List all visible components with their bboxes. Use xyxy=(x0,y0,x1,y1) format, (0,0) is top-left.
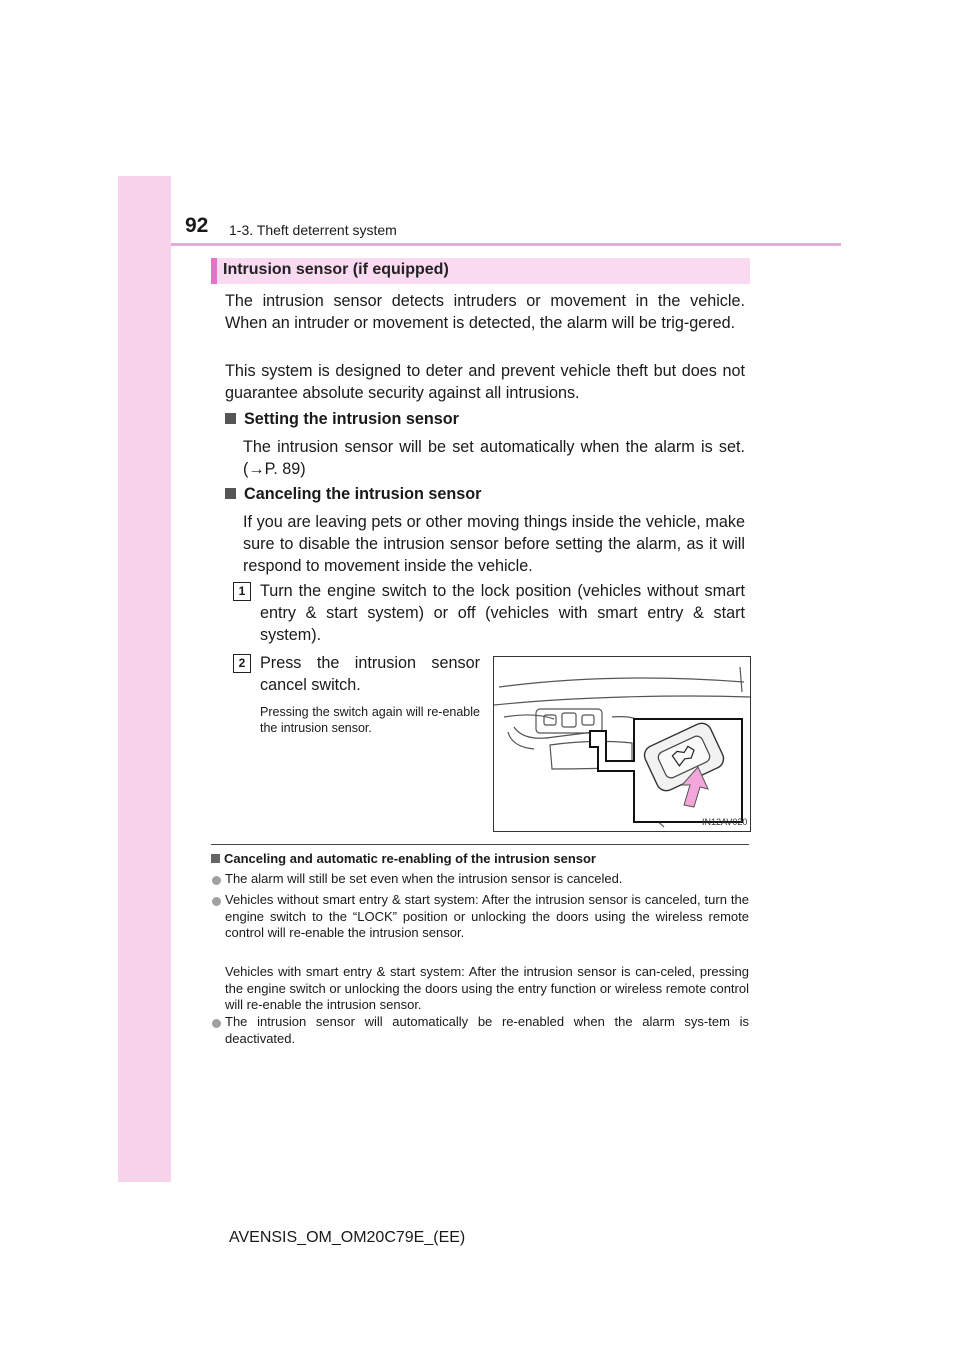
note-item-1: The alarm will still be set even when the intrusion sensor is canceled. xyxy=(225,871,623,886)
notes-heading xyxy=(211,851,596,866)
bullet-dot-icon xyxy=(212,876,221,885)
figure-code: IN12AV020 xyxy=(702,817,748,827)
page-number: 92 xyxy=(185,214,209,237)
setting-title: Setting the intrusion sensor xyxy=(244,410,459,428)
bullet-dot-icon xyxy=(212,897,221,906)
side-tab-bar xyxy=(118,176,171,1182)
heading-accent xyxy=(211,258,217,284)
step-1-number: 1 xyxy=(233,582,251,601)
canceling-heading xyxy=(225,485,481,504)
heading-text: Intrusion sensor (if equipped) xyxy=(223,261,449,278)
step-2-note: Pressing the switch again will re-enable the intrusion sensor. xyxy=(260,705,480,735)
step-2-number: 2 xyxy=(233,654,251,673)
canceling-title: Canceling the intrusion sensor xyxy=(244,485,482,503)
setting-heading xyxy=(225,410,459,429)
notes-divider xyxy=(211,844,749,845)
step-2-text: Press the intrusion sensor cancel switch. xyxy=(260,654,480,694)
step-1-text: Turn the engine switch to the lock position (vehicles without smart entry & start system) or off (vehicles with smart entry & start system). xyxy=(260,582,745,644)
footer-doc-code: AVENSIS_OM_OM20C79E_(EE) xyxy=(229,1229,466,1246)
square-bullet-icon xyxy=(225,413,236,424)
square-bullet-icon xyxy=(211,854,220,863)
cancel-switch-illustration xyxy=(493,656,751,832)
note-item-2: Vehicles without smart entry & start system: After the intrusion sensor is canceled, turn the engine switch to the “LOCK” position or unlocking the doors using the wireless remote control will re-enable the intrusion sensor. xyxy=(225,892,749,940)
note-item-4: The intrusion sensor will automatically be re-enabled when the alarm sys-tem is deactivated. xyxy=(225,1014,749,1046)
section-heading xyxy=(211,258,750,284)
square-bullet-icon xyxy=(225,488,236,499)
header-rule xyxy=(171,243,841,246)
intro-paragraph-2: This system is designed to deter and prevent vehicle theft but does not guarantee absolute security against all intrusions. xyxy=(225,362,745,402)
section-title: 1-3. Theft deterrent system xyxy=(229,222,397,238)
overhead-console-drawing xyxy=(494,657,750,831)
note-item-3: Vehicles with smart entry & start system: After the intrusion sensor is can-celed, pressing the engine switch or unlocking the doors using the entry function or wireless remote control will re-enable the intrusion sensor. xyxy=(225,964,749,1012)
notes-title: Canceling and automatic re-enabling of the intrusion sensor xyxy=(224,851,596,866)
canceling-text: If you are leaving pets or other moving things inside the vehicle, make sure to disable the intrusion sensor before setting the alarm, as it will respond to movement inside the vehicle. xyxy=(243,513,745,575)
setting-text: The intrusion sensor will be set automatically when the alarm is set. (→P. 89) xyxy=(243,438,745,478)
intro-paragraph-1: The intrusion sensor detects intruders or movement in the vehicle. When an intruder or movement is detected, the alarm will be trig-gered. xyxy=(225,292,745,332)
bullet-dot-icon xyxy=(212,1019,221,1028)
